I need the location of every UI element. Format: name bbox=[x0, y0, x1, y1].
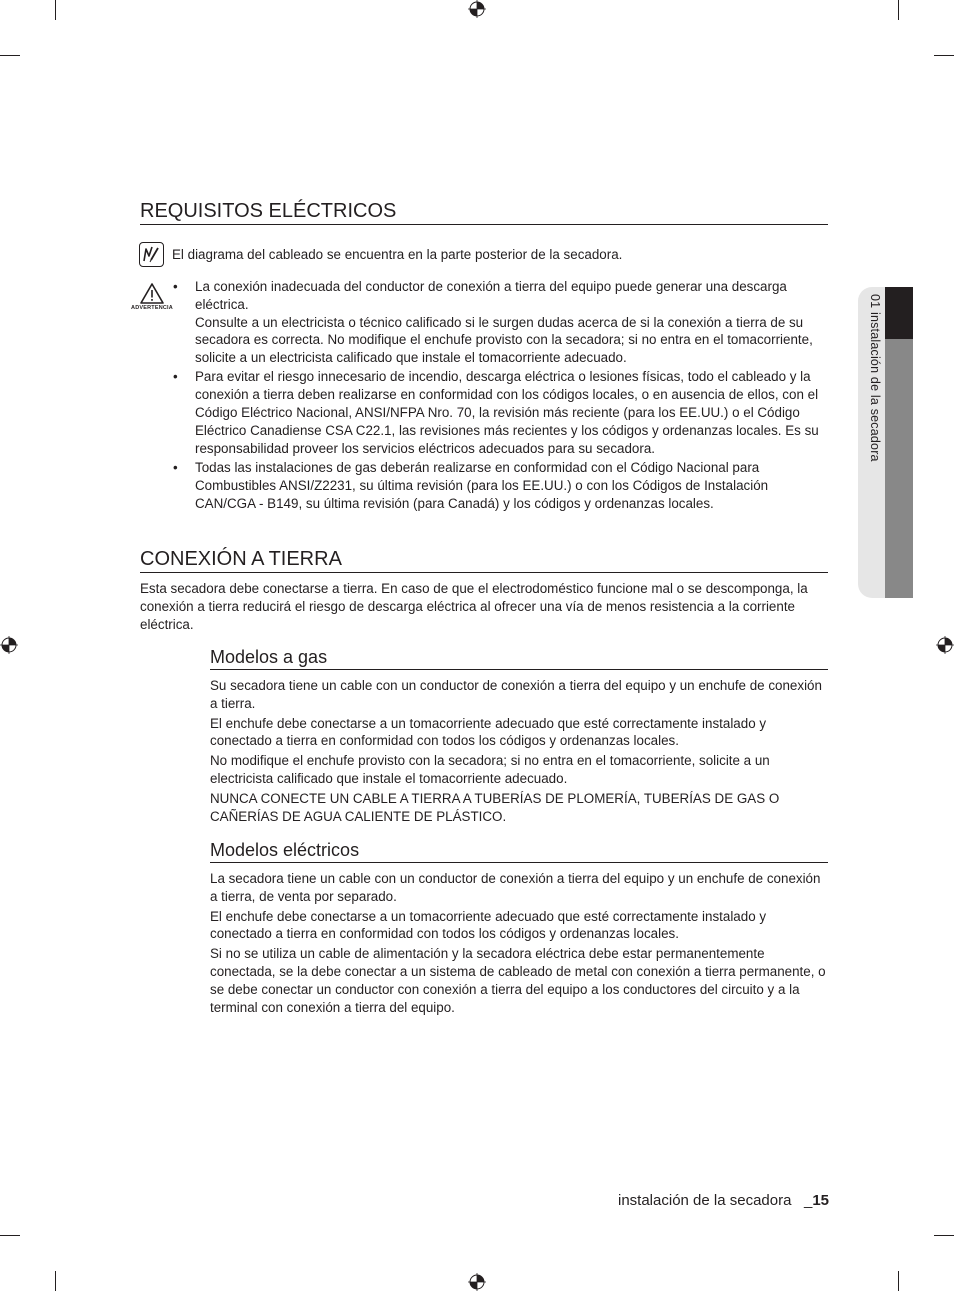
crop-mark bbox=[55, 1271, 56, 1291]
paragraph: Su secadora tiene un cable con un conductor de conexión a tierra del equipo y un enchufe de conexión a tierra. bbox=[210, 678, 822, 711]
list-item bbox=[172, 278, 832, 367]
list-item bbox=[172, 459, 832, 512]
crop-mark bbox=[0, 55, 20, 56]
paragraph: El enchufe debe conectarse a un tomacorriente adecuado que esté correctamente instalado y conectado a tierra en conformidad con todos los códigos y ordenanzas locales. bbox=[210, 908, 767, 942]
electric-models-text bbox=[210, 870, 830, 1018]
section-title-ground: CONEXIÓN A TIERRA bbox=[140, 548, 828, 573]
registration-mark-icon bbox=[468, 1273, 486, 1291]
registration-mark-icon bbox=[468, 0, 486, 18]
paragraph: La secadora tiene un cable con un conductor de conexión a tierra del equipo y un enchufe de conexión a tierra, de venta por separado. bbox=[210, 871, 821, 904]
gas-models-text bbox=[210, 677, 830, 827]
ground-intro: Esta secadora debe conectarse a tierra. En caso de que el electrodoméstico funcione mal o se descomponga, la conexión a tierra reducirá el riesgo de descarga eléctrica al ofrecer una vía de menos resistencia a la corriente eléctrica. bbox=[140, 581, 808, 632]
paragraph: El enchufe debe conectarse a un tomacorriente adecuado que esté correctamente instalado y conectado a tierra en conformidad con todos los códigos y ordenanzas locales. bbox=[210, 715, 767, 749]
section-title-electrical: REQUISITOS ELÉCTRICOS bbox=[140, 200, 828, 225]
warning-text: • Todas las instalaciones de gas deberán realizarse en conformidad con el Código Nacional para Combustibles ANSI/Z2231, su última revisión (para los EE.UU.) o con los Códigos de Instalación CAN/CGA - B149, su última revisión (para Canadá) y los códigos y ordenanzas locales. bbox=[195, 459, 769, 511]
subsection-title-gas: Modelos a gas bbox=[210, 647, 828, 670]
chapter-tab-label: 01 instalación de la secadora bbox=[868, 294, 882, 462]
page-number-prefix: _ bbox=[803, 1192, 813, 1209]
warning-list bbox=[172, 278, 832, 514]
page-footer bbox=[540, 1192, 829, 1209]
warning-text: • Para evitar el riesgo innecesario de incendio, descarga eléctrica o lesiones físicas, todo el cableado y la conexión a tierra deben realizarse en conformidad con los códigos locales, o en ausencia de ellos, con el Código Eléctrico Nacional, ANSI/NFPA Nro. 70, la revisión más reciente (para los EE.UU.) o el Código Eléctrico Canadiense CSA C22.1, las revisiones más recientes y los códigos y ordenanzas locales. Es su responsabilidad proveer los servicios eléctricos adecuados para su secadora. bbox=[195, 369, 819, 456]
note-icon bbox=[139, 242, 164, 267]
crop-mark bbox=[934, 1235, 954, 1236]
warning-text: Consulte a un electricista o técnico calificado si le surgen dudas acerca de si la conexión a tierra de su secadora es correcta. No modifique el enchufe provisto con la secadora; si no entra en el tomacorriente, solicite a un electricista calificado que instale el tomacorriente adecuado. bbox=[195, 314, 813, 366]
page-number: 15 bbox=[812, 1192, 829, 1209]
list-item bbox=[172, 368, 832, 457]
crop-mark bbox=[55, 0, 56, 20]
registration-mark-icon bbox=[0, 636, 18, 654]
crop-mark bbox=[898, 0, 899, 20]
crop-mark bbox=[898, 1271, 899, 1291]
registration-mark-icon bbox=[936, 636, 954, 654]
footer-label: instalación de la secadora bbox=[618, 1192, 792, 1209]
subsection-title-electric: Modelos eléctricos bbox=[210, 840, 828, 863]
crop-mark bbox=[934, 55, 954, 56]
wiring-note: El diagrama del cableado se encuentra en la parte posterior de la secadora. bbox=[172, 247, 623, 262]
warning-label: ADVERTENCIA bbox=[131, 305, 173, 311]
paragraph: No modifique el enchufe provisto con la secadora; si no entra en el tomacorriente, solicite a un electricista calificado que instale el tomacorriente adecuado. bbox=[210, 753, 770, 786]
crop-mark bbox=[0, 1235, 20, 1236]
paragraph: Si no se utiliza un cable de alimentación y la secadora eléctrica debe estar permanentemente conectada, se la debe conectar a un sistema de cableado de metal con conexión a tierra permanente, o se debe conectar un conductor con conexión a tierra del equipo a los conductores del circuito y a la terminal con conexión a tierra del equipo. bbox=[210, 946, 826, 1015]
chapter-tab-marker bbox=[885, 287, 913, 339]
paragraph: NUNCA CONECTE UN CABLE A TIERRA A TUBERÍAS DE PLOMERÍA, TUBERÍAS DE GAS O CAÑERÍAS DE AGUA CALIENTE DE PLÁSTICO. bbox=[210, 790, 780, 824]
warning-text: • La conexión inadecuada del conductor de conexión a tierra del equipo puede generar una descarga eléctrica. bbox=[195, 279, 787, 312]
chapter-tab-bar bbox=[885, 339, 913, 598]
